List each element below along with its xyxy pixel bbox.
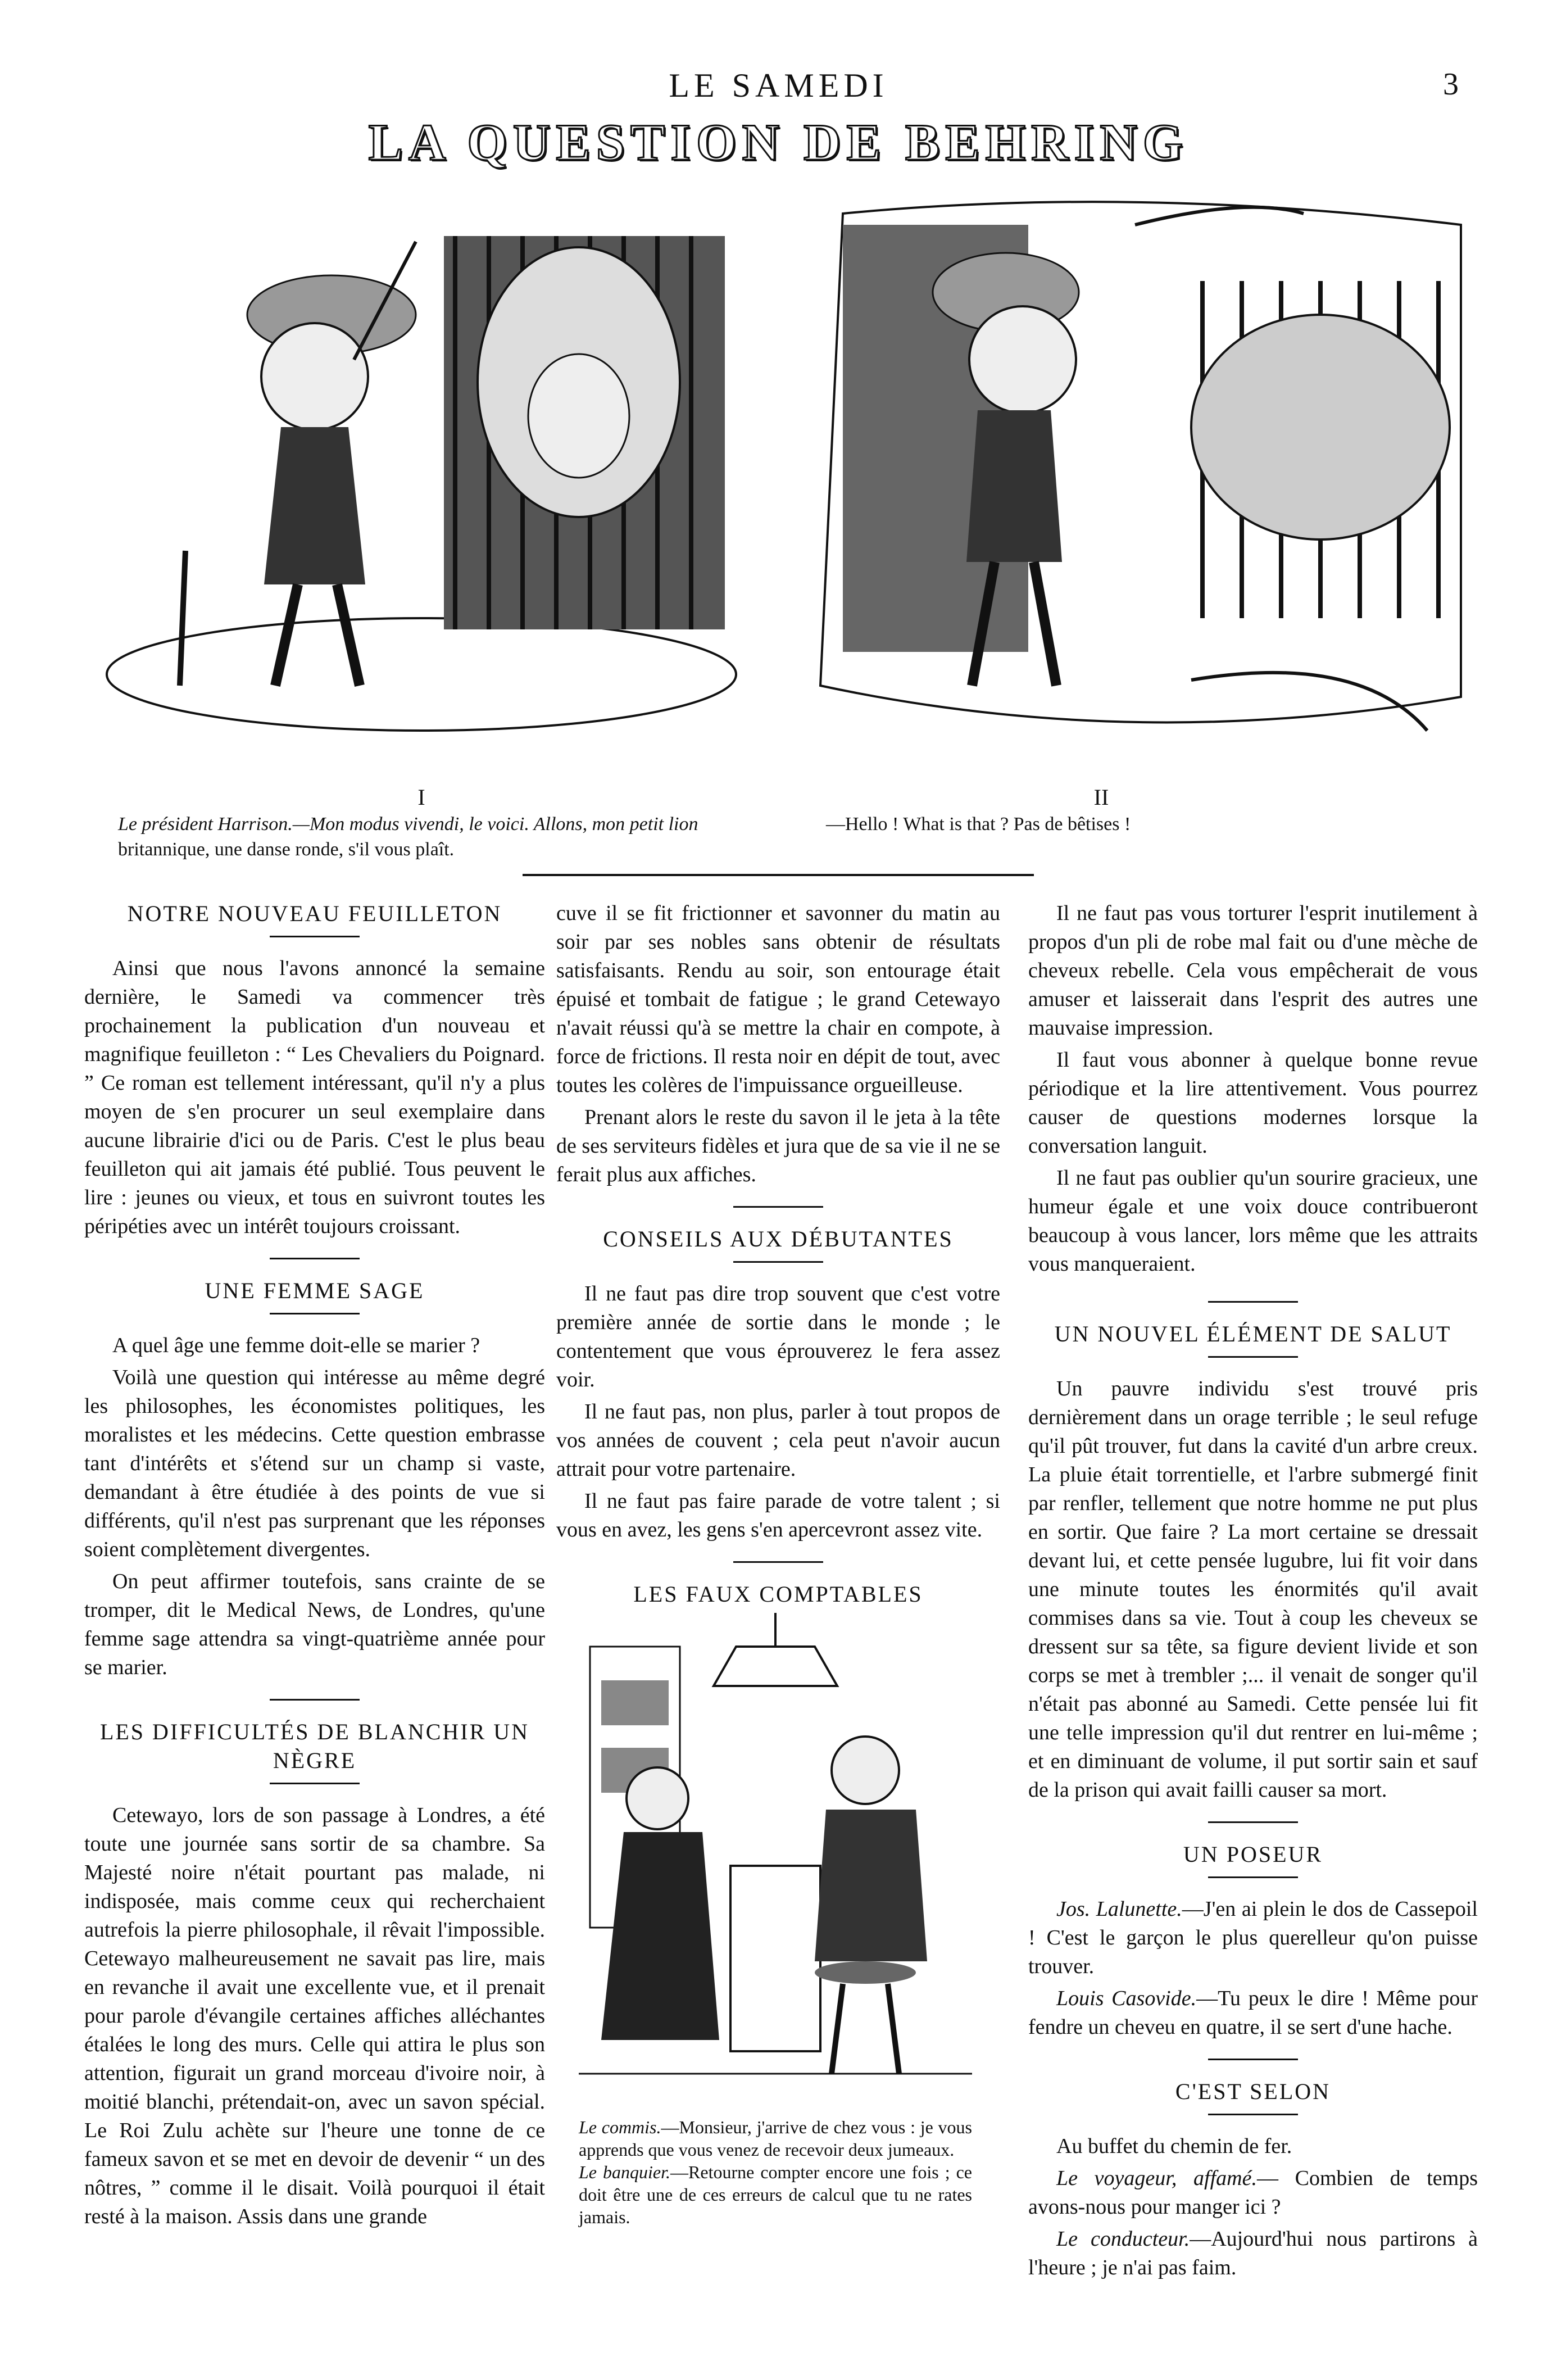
caption-banquier-line: —Retourne compter encore une fois ; ce doit être une de ces erreurs de calcul que tu ne rates jamais. [579, 2162, 973, 2227]
main-title: LA QUESTION DE BEHRING [368, 114, 1189, 171]
negre-p1: Cetewayo, lors de son passage à Londres, a été toute une journée sans sortir de sa chambre. Sa Majesté noire n'était pourtant pas malade, ni indisposée, mais comme ceux qui recherchaient autrefois la pierre philosophale, il rêvait l'impossible. Cetewayo malheureusement ne savait pas lire, mais en revanche il avait une excellente vue, et il prenait pour parole d'évangile certaines affiches alléchantes étalées le long des murs. Celle qui attira le plus son attention, figurait un grand morceau d'ivoire noir, à moitié blanchi, prétendait-on, avec un savon spécial. Le Roi Zulu achète sur l'heure une tonne de ce fameux savon et se met en devoir de devenir “ un des nôtres, ” comme il le disait. Voilà pourquoi il était resté à la maison. Assis dans une grande [84, 1803, 545, 2228]
panel-2-caption: —Hello ! What is that ? Pas de bêtises ! [826, 814, 1131, 835]
faux-comptables-illustration [579, 1613, 972, 2107]
selon-line-1: Au buffet du chemin de fer. [1056, 2134, 1292, 2158]
selon-speaker-3: Le conducteur. [1056, 2227, 1190, 2251]
conseils-p2: Il ne faut pas, non plus, parler à tout propos de vos années de couvent ; cela peut n'avoir aucun attrait pour votre partenaire. [556, 1400, 1000, 1481]
feuilleton-heading: NOTRE NOUVEAU FEUILLETON [127, 901, 502, 926]
selon-line-3 [1028, 2225, 1478, 2282]
poseur-text-1: —J'en ai plein le dos de Cassepoil ! C'est le garçon le plus querelleur qu'on puisse trouver. [1028, 1897, 1478, 1978]
conseils-p1: Il ne faut pas dire trop souvent que c'est votre première année de sortie dans le monde ; le contentement que vous éprouverez le fera assez voir. [556, 1282, 1000, 1391]
negre-p1-continued: cuve il se fit frictionner et savonner du matin au soir par ses nobles sans obtenir de résultats satisfaisants. Rendu au soir, son entourage était épuisé et tombait de fatigue ; le grand Cetewayo n'avait réussi qu'à se mettre la chair en compote, à force de frictions. Il resta noir en dépit de tout, avec toutes les colères de l'impuissance orgueilleuse. [556, 901, 1000, 1097]
caption-commis-line: —Monsieur, j'arrive de chez vous : je vous apprends que vous venez de recevoir deux jumeaux. [579, 2117, 973, 2160]
divider [270, 1258, 360, 1259]
selon-text-2: — Combien de temps avons-nous pour manger ici ? [1028, 2166, 1478, 2219]
poseur-speaker-2: Louis Casovide. [1056, 1987, 1197, 2010]
panel-1-caption: Le président Harrison.—Mon modus vivendi, le voici. Allons, mon petit lion [118, 814, 698, 835]
negre-p2: Prenant alors le reste du savon il le jeta à la tête de ses serviteurs fidèles et jura que de sa vie il ne se ferait plus aux affiches. [556, 1105, 1000, 1186]
selon-speaker-2: Le voyageur, affamé. [1056, 2166, 1257, 2190]
column-1 [84, 899, 545, 2234]
femme-sage-heading: UNE FEMME SAGE [205, 1278, 425, 1303]
caption-speaker-commis: Le commis. [579, 2117, 661, 2137]
selon-heading: C'EST SELON [1175, 2079, 1331, 2104]
conseils-p4: Il ne faut pas vous torturer l'esprit inutilement à propos d'un pli de robe mal fait ou d'une mèche de cheveux rebelle. Cela vous empêcherait de vous amuser et laisserait dans l'esprit des autres une mauvaise impression. [1028, 901, 1478, 1040]
poseur-heading: UN POSEUR [1183, 1842, 1323, 1867]
page-number: 3 [1443, 67, 1459, 102]
poseur-line-2 [1028, 1984, 1478, 2042]
faux-comptables-caption [579, 2116, 972, 2228]
femme-sage-p1: A quel âge une femme doit-elle se marier ? [112, 1334, 480, 1357]
femme-sage-p3: On peut affirmer toutefois, sans crainte de se tromper, dit le Medical News, de Londres, qu'une femme sage attendra sa vingt-quatrième année pour se marier. [84, 1570, 545, 1679]
divider [1208, 2059, 1298, 2060]
column-2 [556, 899, 1000, 1616]
divider [1208, 1356, 1298, 1358]
divider [1208, 1876, 1298, 1878]
poseur-line-1 [1028, 1895, 1478, 1981]
divider [270, 1313, 360, 1314]
divider [1208, 1301, 1298, 1303]
section-divider [523, 874, 1034, 876]
column-3 [1028, 899, 1478, 2286]
femme-sage-p2: Voilà une question qui intéresse au même degré les philosophes, les économistes politiques, les moralistes et les médecins. Cette question embrasse tant d'intérêts et s'étend sur un champ si vaste, demandant à être étudiée à des points de vue si différents, qu'il n'est pas surprenant que les réponses soient complètement divergentes. [84, 1366, 545, 1561]
divider [1208, 1821, 1298, 1823]
poseur-text-2: —Tu peux le dire ! Même pour fendre un cheveu en quatre, il se sert d'une hache. [1028, 1987, 1478, 2039]
divider [733, 1261, 823, 1263]
salut-heading: UN NOUVEL ÉLÉMENT DE SALUT [1054, 1321, 1452, 1347]
conseils-p5: Il faut vous abonner à quelque bonne revue périodique et la lire attentivement. Vous pourrez causer de questions modernes lorsque la conversation languit. [1028, 1048, 1478, 1158]
panel-2-number: II [1093, 785, 1109, 810]
divider [733, 1206, 823, 1208]
panel-1-number: I [417, 785, 425, 810]
divider [1208, 2114, 1298, 2115]
selon-text-3: —Aujourd'hui nous partirons à l'heure ; je n'ai pas faim. [1028, 2227, 1478, 2279]
divider [270, 1699, 360, 1701]
feuilleton-body: Ainsi que nous l'avons annoncé la semaine dernière, le Samedi va commencer très prochainement la publication d'un nouveau et magnifique feuilleton : “ Les Chevaliers du Poignard. ” Ce roman est tellement intéressant, qu'il n'y a plus moyen de s'en procurer un seul exemplaire dans aucune librairie d'ici ou de Paris. C'est le plus beau feuilleton qui ait jamais été publié. Tous peuvent le lire : jeunes ou vieux, et tous en suivront toutes les péripéties avec un intérêt toujours croissant. [84, 956, 545, 1238]
faux-comptables-heading: LES FAUX COMPTABLES [633, 1581, 923, 1607]
panel-1-caption-continued: britannique, une danse ronde, s'il vous plaît. [118, 839, 455, 860]
selon-line-2 [1028, 2164, 1478, 2222]
negre-heading: LES DIFFICULTÉS DE BLANCHIR UN NÈGRE [99, 1719, 530, 1773]
poseur-speaker-1: Jos. Lalunette. [1056, 1897, 1182, 1921]
divider [270, 1783, 360, 1784]
divider [733, 1561, 823, 1563]
caption-speaker-banquier: Le banquier. [579, 2162, 671, 2182]
conseils-heading: CONSEILS AUX DÉBUTANTES [603, 1226, 954, 1252]
cartoon-panel-2-illustration [798, 191, 1478, 753]
conseils-p3: Il ne faut pas faire parade de votre talent ; si vous en avez, les gens s'en apercevront assez vite. [556, 1489, 1000, 1542]
divider [270, 936, 360, 937]
conseils-p6: Il ne faut pas oublier qu'un sourire gracieux, une humeur égale et une voix douce contribueront beaucoup à vous lancer, lors même que les attraits vous manqueraient. [1028, 1166, 1478, 1276]
publication-header: LE SAMEDI [669, 67, 888, 104]
salut-body: Un pauvre individu s'est trouvé pris dernièrement dans un orage terrible ; le seul refuge qu'il pût trouver, fut dans la cavité d'un arbre creux. La pluie était torrentielle, et l'arbre submergé finit par renfler, tellement que notre homme ne put plus en sortir. Que faire ? La mort certaine se dressait devant lui, et cette pensée lugubre, lui fit voir dans une minute toutes les énormités qu'il avait commises dans sa vie. Tout à coup les cheveux se dressent sur sa tête, sa figure devient livide et son corps se met à trembler ;... il venait de songer qu'il n'était pas abonné au Samedi. Cette pensée lui fit une telle impression qu'il dut rentrer en lui-même ; et en diminuant de volume, il put sortir sain et sauf de la prison qui avait failli causer sa mort. [1028, 1377, 1478, 1802]
cartoon-panel-1-illustration [96, 191, 747, 753]
